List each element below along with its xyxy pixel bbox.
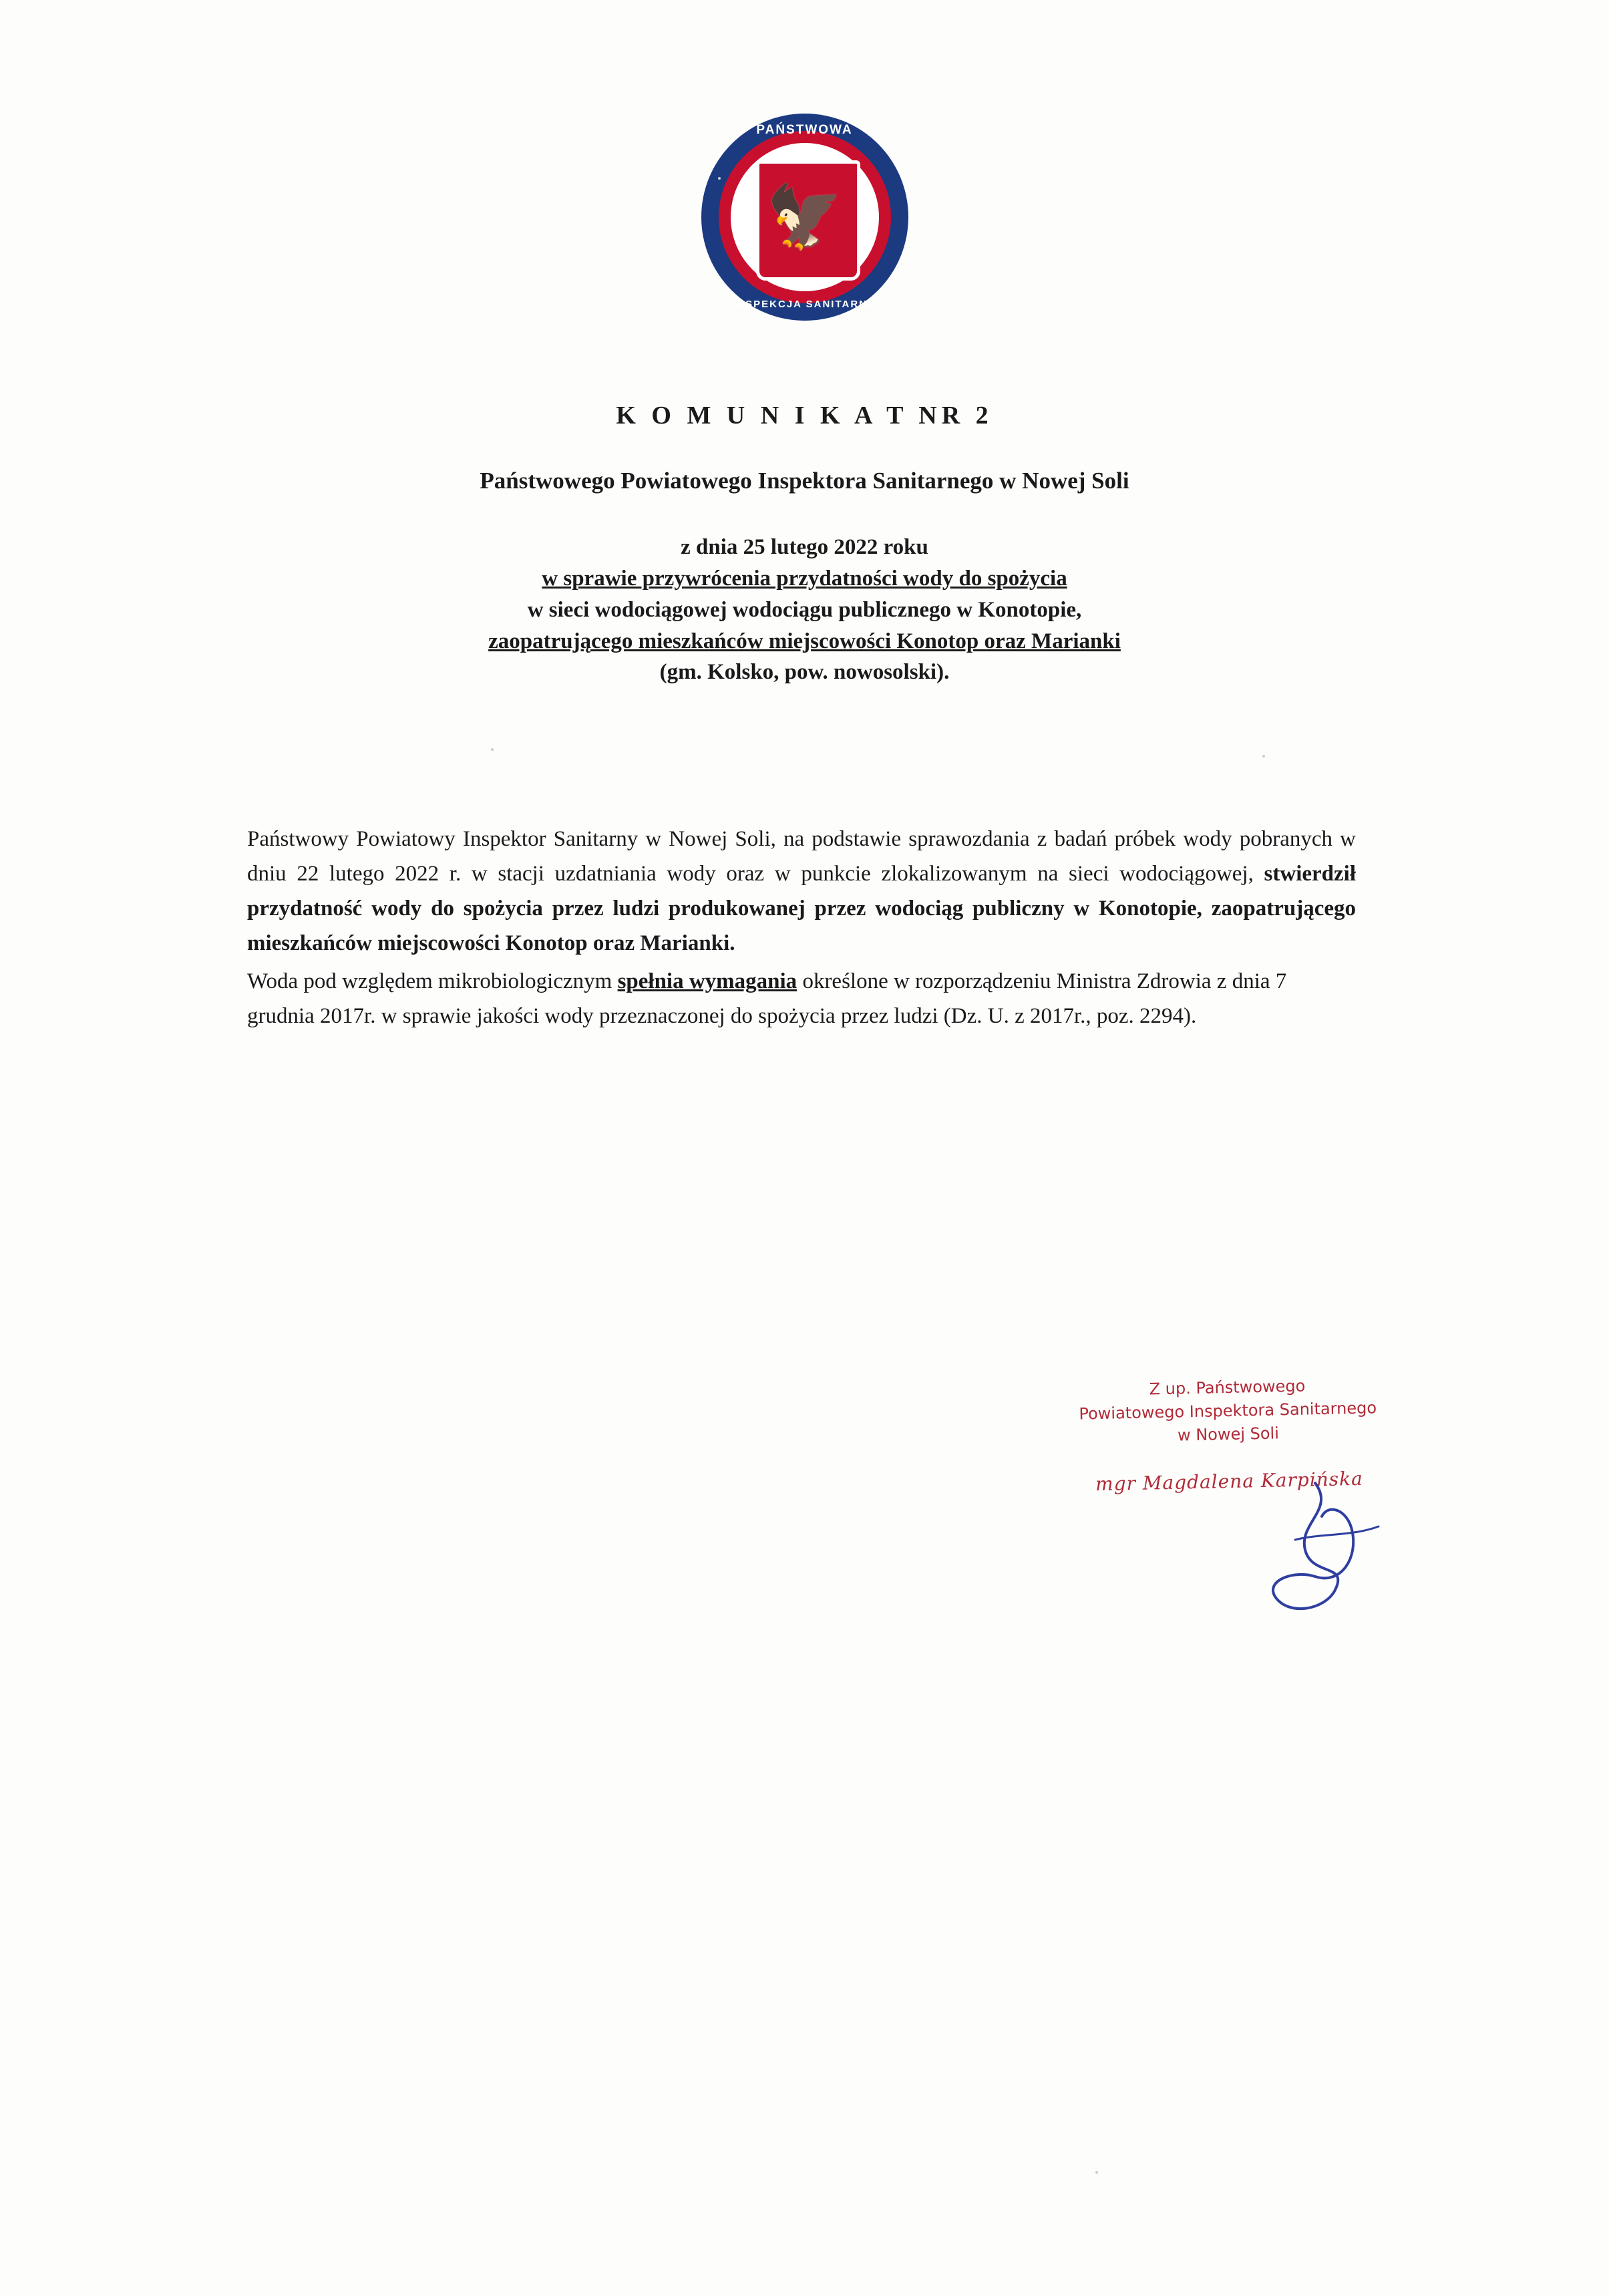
signature-line-3: w Nowej Soli (1177, 1424, 1280, 1445)
heading-block (0, 401, 1609, 688)
emblem-text-top: PAŃSTWOWA (756, 123, 853, 137)
paragraph-1-emphasis: stwierdził przydatność wody do spożycia przez ludzi produkowanej przez wodociąg publiczny w Konotopie, zaopatrującego mieszkańców miejscowości Konotop oraz Marianki. (247, 862, 1356, 956)
emblem-container (0, 114, 1609, 321)
subject-block (0, 532, 1609, 688)
subject-line-2: w sieci wodociągowej wodociągu publicznego w Konotopie, (527, 597, 1082, 622)
scan-speck (491, 748, 494, 751)
paragraph-2 (247, 964, 1356, 1033)
page-title: K O M U N I K A T NR 2 (616, 401, 993, 430)
scan-speck (1095, 2171, 1098, 2174)
emblem-text-bottom: INSPEKCJA SANITARNA (733, 299, 876, 310)
signature-block (1040, 1372, 1417, 1500)
subject-line-4: (gm. Kolsko, pow. nowosolski). (659, 660, 950, 685)
signatory-name: mgr Magdalena Karpińska (1095, 1468, 1364, 1496)
date-line: z dnia 25 lutego 2022 roku (681, 535, 928, 559)
signature-line-2: Powiatowego Inspektora Sanitarnego (1079, 1398, 1377, 1424)
paragraph-1 (247, 822, 1356, 961)
signature-line-1: Z up. Państwowego (1149, 1376, 1306, 1399)
body-text (247, 822, 1356, 1036)
issuing-authority: Państwowego Powiatowego Inspektora Sanitarnego w Nowej Soli (480, 468, 1129, 494)
handwritten-signature-icon (1235, 1476, 1409, 1637)
subject-line-3: zaopatrującego mieszkańców miejscowości Konotop oraz Marianki (488, 629, 1121, 653)
paragraph-1-intro: Państwowy Powiatowy Inspektor Sanitarny w Nowej Soli, na podstawie sprawozdania z badań próbek wody pobranych w dniu 22 lutego 2022 r. w stacji uzdatniania wody oraz w punkcie zlokalizowanym na sieci wodociągowej, (247, 827, 1356, 886)
subject-line-1: w sprawie przywrócenia przydatności wody do spożycia (542, 566, 1067, 591)
paragraph-2-emphasis: spełnia wymagania (617, 969, 797, 993)
sanitary-inspection-emblem-icon (701, 114, 908, 321)
scan-speck (1262, 755, 1265, 758)
paragraph-2-intro: Woda pod względem mikrobiologicznym (247, 969, 618, 993)
scan-speck (718, 177, 721, 180)
paragraph-2-rest: określone w rozporządzeniu Ministra Zdrowia z dnia 7 grudnia 2017r. w sprawie jakości wody przeznaczonej do spożycia przez ludzi (Dz. U. z 2017r., poz. 2294). (247, 969, 1287, 1028)
polish-eagle-icon: 🦅 (766, 183, 843, 251)
